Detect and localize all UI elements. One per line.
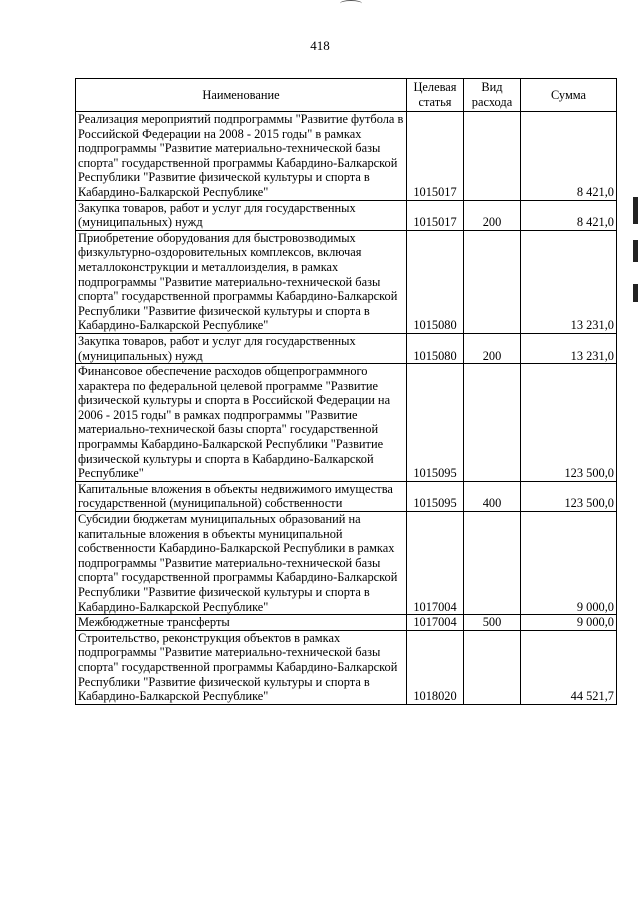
row-sum: 9 000,0 bbox=[521, 615, 617, 631]
row-name: Субсидии бюджетам муниципальных образований на капитальные вложения в объекты муниципальной собственности Кабардино-Балкарской Республики в рамках подпрограммы "Развитие материально-технической базы спорта" государственной программы Кабардино-Балкарской Республики "Развитие физической культуры и спорта в Кабардино-Балкарской Республике" bbox=[76, 512, 407, 615]
header-sum: Сумма bbox=[521, 79, 617, 112]
table-row bbox=[76, 200, 617, 230]
row-name: Финансовое обеспечение расходов общепрограммного характера по федеральной целевой программе "Развитие физической культуры и спорта в Российской Федерации на 2006 - 2015 годы" в рамках подпрограммы "Развитие материально-технической базы спорта" государственной программы Кабардино-Балкарской Республики "Развитие физической культуры и спорта в Кабардино-Балкарской Республике" bbox=[76, 364, 407, 482]
row-code: 1015095 bbox=[407, 481, 464, 511]
row-sum: 8 421,0 bbox=[521, 112, 617, 201]
row-type bbox=[464, 364, 521, 482]
row-name: Закупка товаров, работ и услуг для государственных (муниципальных) нужд bbox=[76, 200, 407, 230]
row-name: Строительство, реконструкция объектов в рамках подпрограммы "Развитие материально-технической базы спорта" государственной программы Кабардино-Балкарской Республики "Развитие физической культуры и спорта в Кабардино-Балкарской Республике" bbox=[76, 630, 407, 704]
row-name: Капитальные вложения в объекты недвижимого имущества государственной (муниципальной) собственности bbox=[76, 481, 407, 511]
row-type bbox=[464, 230, 521, 333]
edge-mark-1 bbox=[633, 197, 638, 224]
row-type bbox=[464, 630, 521, 704]
row-type: 500 bbox=[464, 615, 521, 631]
page-number: 418 bbox=[310, 38, 330, 53]
header-type: Вид расхода bbox=[464, 79, 521, 112]
row-type: 400 bbox=[464, 481, 521, 511]
row-sum: 123 500,0 bbox=[521, 364, 617, 482]
table-row bbox=[76, 364, 617, 482]
row-code: 1015095 bbox=[407, 364, 464, 482]
header-code: Целевая статья bbox=[407, 79, 464, 112]
row-type: 200 bbox=[464, 333, 521, 363]
table-row bbox=[76, 230, 617, 333]
edge-mark-2 bbox=[633, 240, 638, 262]
row-name: Межбюджетные трансферты bbox=[76, 615, 407, 631]
row-sum: 123 500,0 bbox=[521, 481, 617, 511]
table-row bbox=[76, 512, 617, 615]
table-row bbox=[76, 615, 617, 631]
row-code: 1015017 bbox=[407, 200, 464, 230]
budget-table bbox=[75, 78, 617, 705]
table-row bbox=[76, 630, 617, 704]
scan-artifact bbox=[340, 0, 362, 7]
row-name: Закупка товаров, работ и услуг для государственных (муниципальных) нужд bbox=[76, 333, 407, 363]
row-code: 1015017 bbox=[407, 112, 464, 201]
row-code: 1015080 bbox=[407, 333, 464, 363]
row-type: 200 bbox=[464, 200, 521, 230]
row-sum: 13 231,0 bbox=[521, 333, 617, 363]
row-sum: 9 000,0 bbox=[521, 512, 617, 615]
table-header-row bbox=[76, 79, 617, 112]
row-code: 1017004 bbox=[407, 512, 464, 615]
row-sum: 13 231,0 bbox=[521, 230, 617, 333]
table-row bbox=[76, 333, 617, 363]
table-row bbox=[76, 481, 617, 511]
row-name: Реализация мероприятий подпрограммы "Развитие футбола в Российской Федерации на 2008 - 2015 годы" в рамках подпрограммы "Развитие материально-технической базы спорта" государственной программы Кабардино-Балкарской Республики "Развитие физической культуры и спорта в Кабардино-Балкарской Республике" bbox=[76, 112, 407, 201]
header-name: Наименование bbox=[76, 79, 407, 112]
row-type bbox=[464, 112, 521, 201]
row-type bbox=[464, 512, 521, 615]
row-sum: 8 421,0 bbox=[521, 200, 617, 230]
row-sum: 44 521,7 bbox=[521, 630, 617, 704]
edge-mark-3 bbox=[633, 284, 638, 302]
row-code: 1018020 bbox=[407, 630, 464, 704]
row-code: 1017004 bbox=[407, 615, 464, 631]
row-code: 1015080 bbox=[407, 230, 464, 333]
row-name: Приобретение оборудования для быстровозводимых физкультурно-оздоровительных комплексов, включая металлоконструкции и металлоизделия, в рамках подпрограммы "Развитие материально-технической базы спорта" государственной программы Кабардино-Балкарской Республики "Развитие физической культуры и спорта в Кабардино-Балкарской Республике" bbox=[76, 230, 407, 333]
table-row bbox=[76, 112, 617, 201]
